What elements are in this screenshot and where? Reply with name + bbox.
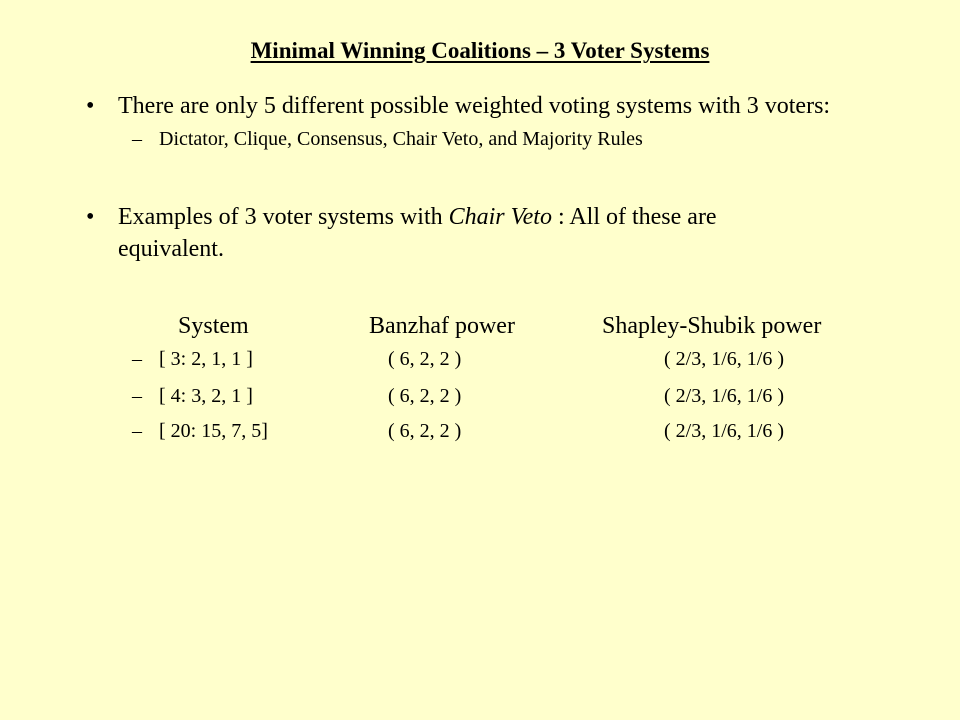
cell-banzhaf: ( 6, 2, 2 ) [388, 385, 462, 407]
table-row [0, 383, 960, 409]
cell-banzhaf: ( 6, 2, 2 ) [388, 348, 462, 370]
sub-bullet-system-types: Dictator, Clique, Consensus, Chair Veto, and Majority Rules [159, 128, 643, 150]
sub-bullet-dash: – [132, 128, 142, 150]
bullet-marker: • [86, 204, 95, 230]
cell-banzhaf: ( 6, 2, 2 ) [388, 420, 462, 442]
cell-system: [ 20: 15, 7, 5] [159, 420, 268, 442]
bullet-text-part: : All of these are equivalent. [118, 204, 717, 262]
bullet-text-chair-veto-examples [118, 201, 818, 265]
chair-veto-term: Chair Veto [448, 204, 552, 230]
header-system: System [178, 313, 249, 339]
row-dash: – [132, 385, 142, 407]
bullet-text-part: Examples of 3 voter systems with [118, 204, 449, 230]
slide-title: Minimal Winning Coalitions – 3 Voter Systems [250, 38, 710, 63]
table-row [0, 346, 960, 372]
header-banzhaf: Banzhaf power [369, 313, 515, 339]
cell-shapley: ( 2/3, 1/6, 1/6 ) [664, 420, 784, 442]
row-dash: – [132, 348, 142, 370]
bullet-marker: • [86, 93, 95, 119]
header-shapley-shubik: Shapley-Shubik power [602, 313, 822, 339]
table-row [0, 418, 960, 444]
cell-system: [ 3: 2, 1, 1 ] [159, 348, 253, 370]
row-dash: – [132, 420, 142, 442]
bullet-text-voting-systems: There are only 5 different possible weighted voting systems with 3 voters: [118, 93, 831, 119]
cell-shapley: ( 2/3, 1/6, 1/6 ) [664, 385, 784, 407]
cell-system: [ 4: 3, 2, 1 ] [159, 385, 253, 407]
cell-shapley: ( 2/3, 1/6, 1/6 ) [664, 348, 784, 370]
